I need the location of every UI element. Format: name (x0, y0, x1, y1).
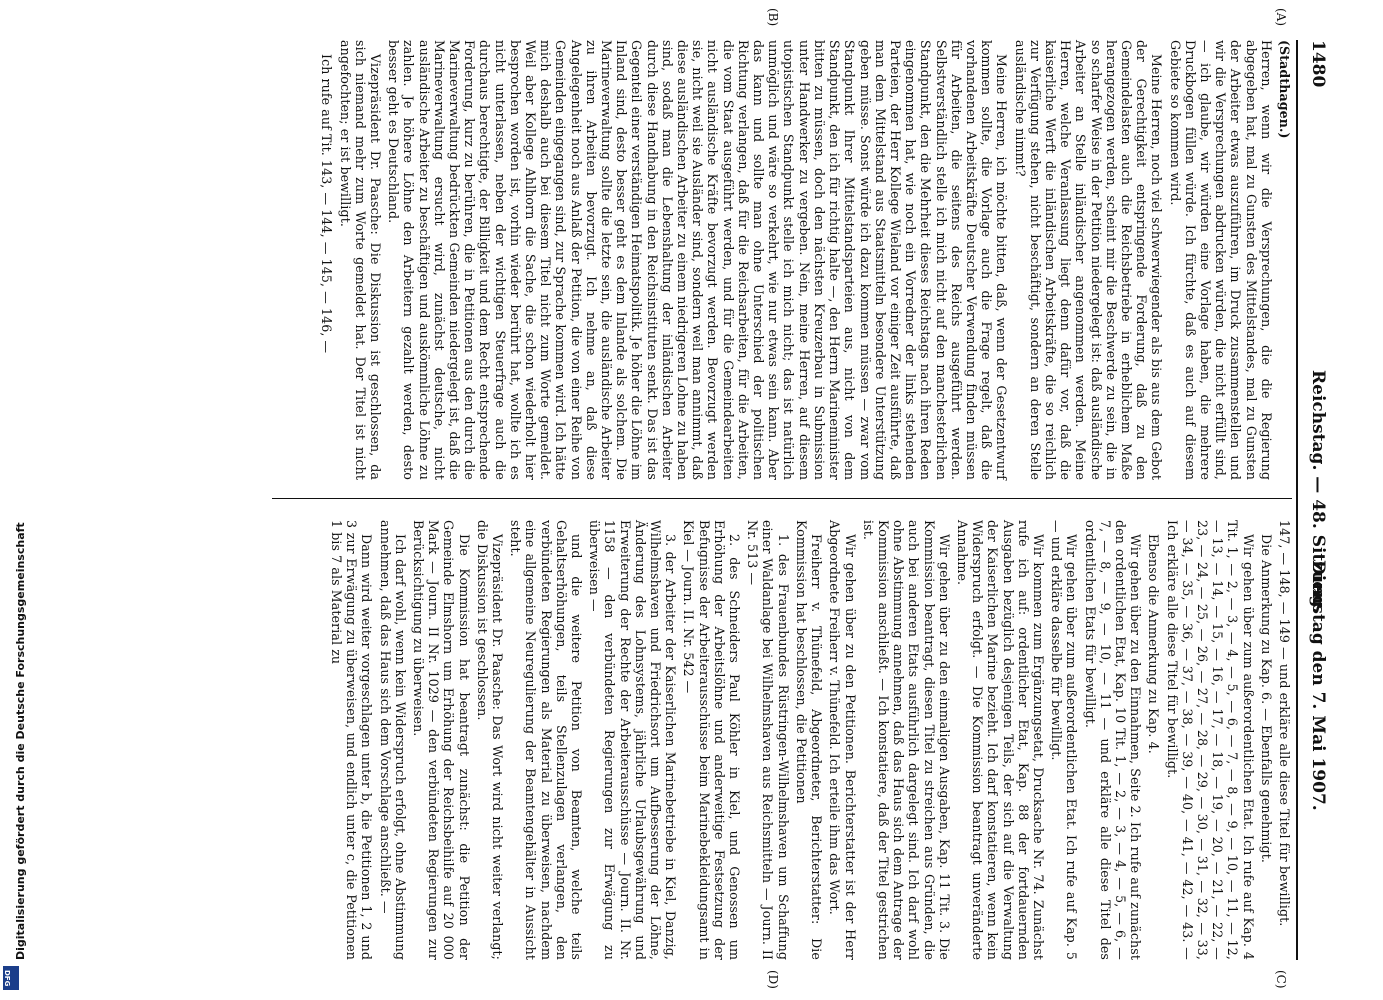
marker-a: (A) (1274, 8, 1288, 27)
paragraph: Dann wird weiter vorgeschlagen unter b, die Petitionen 1, 2 und 3 zur Erwägung zu überweisen, und endlich unter c, die Petitionen 1 bis 7 als Material zu (329, 520, 375, 960)
speaker-name: (Stadthagen.) (1277, 40, 1292, 139)
paragraph: Meine Herren, noch viel schwerwiegender als bis aus dem Gebot der Gerechtigkeit entspringende Forderung, daß zu den Gemeindelasten auch die Reichsbetriebe in erheblichem Maße herangezogen werden, scheint mir die Beschwerde zu sein, die in so scharfer Weise in der Petition niedergelegt ist: daß ausländische Arbeiter an Stelle inländischer angenommen werden. Meine Herren, welche Veranlassung liegt denn dafür vor, daß die kaiserliche Werft die inländischen Arbeitskräfte, die so reichlich zur Verfügung stehen, nicht beschäftigt, sondern an deren Stelle ausländische nimmt? (1012, 40, 1165, 480)
paragraph: und die weitere Petition von Beamten, welche teils Gehaltserhöhungen, teils Stellenzulagen verlangen, den verbündeten Regierungen als Material zu überweisen, nachdem eine allgemeine Neuregulierung der Beamtengehälter in Aussicht steht. (508, 520, 585, 960)
paragraph: Wir gehen über zum außerordentlichen Etat. Ich rufe auf Kap. 5 — und erkläre dasselbe für bewilligt. (1049, 520, 1080, 960)
paragraph: Wir gehen über zu den Einnahmen, Seite 2. Ich rufe auf zunächst den ordentlichen Etat, Kap. 10 Tit. 1, — 2, — 3, — 4, — 5, — 6, — 7, — 8, — 9, — 10, — 11 — und erkläre alle diese Titel des ordentlichen Etats für bewilligt. (1082, 520, 1144, 960)
paragraph: Wir gehen über zum außerordentlichen Etat. Ich rufe auf Kap. 4 Tit. 1, — 2, — 3, — 4, — 5, — 6, — 7, — 8, — 9, — 10, — 11, — 12, — 13, — 14, — 15, — 16, — 17, — 18, — 19, — 20, — 21, — 22, — 23, — 24, — 25, — 26, — 27, — 28, — 29, — 30, — 31, — 32, — 33, — 34, — 35, — 36, — 37, — 38, — 39, — 40, — 41, — 42, — 43. — Ich erkläre alle diese Titel für bewilligt. (1164, 520, 1256, 960)
dfg-logo: DFG (3, 966, 19, 990)
paragraph: Wir kommen zum Ergänzungsetat, Drucksache Nr. 74. Zunächst rufe ich auf: ordentlicher Etat, Kap. 88 der fortdauernden Ausgaben bezüglich desjenigen Teils, der sich auf die Verwaltung der Kaiserlichen Marine bezieht. Ich darf konstatieren, wenn kein Widerspruch erfolgt. — Die Kommission beantragt unveränderte Annahme. (954, 520, 1046, 960)
marker-b: (B) (766, 8, 780, 27)
marker-d: (D) (766, 970, 780, 989)
paragraph: 147, — 148, — 149 — und erkläre alle diese Titel für bewilligt. (1277, 520, 1292, 927)
paragraph: Wir gehen über zu den Petitionen. Berichterstatter ist der Herr Abgeordnete Freiherr v. Thünefeld. Ich erteile ihm das Wort. (827, 520, 858, 960)
paragraph: Wir gehen über zu den einmaligen Ausgaben, Kap. 11 Tit. 3. Die Kommission beantragt, diesen Titel zu streichen aus Gründen, die auch bei anderen Etats ausführlich dargelegt sind. Ich darf wohl ohne Abstimmung annehmen, daß das Haus sich dem Antrage der Kommission anschließt. — Ich konstatiere, daß der Titel gestrichen ist. (860, 520, 952, 960)
paragraph: Ebenso die Anmerkung zu Kap. 4. (1146, 534, 1162, 754)
paragraph: Ich rufe auf Tit. 143, — 144, — 145, — 146, — (319, 54, 335, 354)
footer-strip (0, 0, 27, 1000)
footer-credit: Digitalisierung gefördert durch die Deutsche Forschungsgemeinschaft (14, 522, 27, 960)
paragraph: Die Kommission hat beantragt zunächst: die Petition der Gemeinde Elmshorn um Erhöhung der Reichsbeihilfe auf 20 000 Mark — Journ. II Nr. 1029 — den verbündeten Regierungen zur Berücksichtigung zu überweisen. (411, 520, 472, 960)
left-column (316, 40, 1292, 480)
page-date: Dienstag den 7. Mai 1907. (1308, 560, 1328, 811)
paragraph: Die Anmerkung zu Kap. 6. — Ebenfalls genehmigt. (1258, 534, 1274, 863)
page-number: 1480 (1308, 40, 1328, 88)
paragraph: Ich darf wohl, wenn kein Widerspruch erfolgt, ohne Abstimmung annehmen, daß das Haus sich dem Vorschlage anschließt. — (377, 520, 408, 960)
page-title: Reichstag. — 48. Sitzung. (1308, 370, 1328, 614)
paragraph: Meine Herren, ich möchte bitten, daß, wenn der Gesetzentwurf kommen sollte, die Vorlage auch die Frage regelt, daß die vorhandenen Arbeitskräfte Deutscher Verwendung finden müssen für Arbeiten, die seitens des Reichs ausgeführt werden. Selbstverständlich stelle ich mich nicht auf den manchesterlichen Standpunkt, den die Mehrheit dieses Reichstags nach ihren Reden eingenommen hat, wie noch ein Vorredner der links stehenden Parteien, der Herr Kollege Wieland vor einiger Zeit ausführte, daß man dem Mittelstand aus Staatsmitteln besondere Unterstützung geben müsse. Sonst würde ich dazu kommen müssen — zwar vom Standpunkt Ihrer Mittelstandsparteien aus, nicht von dem Standpunkt, den ich für richtig halte —, den Herrn Marineminister bitten zu müssen, doch den nächsten Kreuzerbau in Submission unter Handwerker zu vergeben. Nein, meine Herren, auf diesem utopistischen Standpunkt stelle ich mich nicht; das ist natürlich unmöglich und wäre so verkehrt, wie nur etwas sein kann. Aber das kann und sollte man ohne Unterschied der politischen Richtung verlangen, daß für die Reichsarbeiten, für die Arbeiten, die vom Staat ausgeführt werden, und für die Gemeindearbeiten nicht ausländische Kräfte bevorzugt werden. Bevorzugt werden sie, nicht weil sie Ausländer sind, sondern weil man annimmt, daß diese ausländischen Arbeiter zu einem niedrigeren Lohne zu haben sind, sodaß man die Lebenshaltung der inländischen Arbeiter durch diese Handhabung in den Reichsinstituten senkt. Das ist das Gegenteil einer verständigen Heimatspolitik. Je höher die Löhne im Inland sind, desto besser geht es dem Inlande als solchem. Die Marineverwaltung sollte die letzte sein, die ausländische Arbeiter zu ihren Arbeiten bevorzugt. Ich nehme an, daß diese Angelegenheit noch aus Anlaß der Petition, die von einer Reihe von Gemeinden eingegangen sind, zur Sprache kommen wird. Ich hätte mich deshalb auch bei diesem Titel nicht zum Worte gemeldet. Weil aber Kollege Ahlhorn die Sache, die schon wiederholt hier besprochen worden ist, vorhin wieder berührt hat, wollte ich es nicht unterlassen, neben der wichtigen Steuerfrage auch die durchaus berechtigte, der Billigkeit und dem Recht entsprechende Forderung, kurz zu berühren, die in Petitionen aus den durch die Marineverwaltung bedrückten Gemeinden niedergelegt ist, daß die Marineverwaltung ersucht wird, zunächst deutsche, nicht ausländische Arbeiter zu beschäftigen und auskömmliche Löhne zu zahlen. Je höhere Löhne den Arbeitern gezahlt werden, desto besser geht es Deutschland. (386, 40, 1010, 480)
paragraph: Vizepräsident Dr. Paasche: Das Wort wird nicht weiter verlangt; die Diskussion ist geschlossen. (474, 520, 506, 960)
list-item: 3. der Arbeiter der Kaiserlichen Marinebetriebe in Kiel, Danzig, Wilhelmshaven und Friedrichsort um Aufbesserung der Löhne, Änderung des Lohnsystems, jährliche Urlaubsgewährung und Erweiterung der Rechte der Arbeiterausschüsse — Journ. II. Nr. 1158 — den verbündeten Regierungen zur Erwägung zu überweisen — (587, 520, 679, 960)
marker-c: (C) (1274, 970, 1288, 989)
paragraph: Vizepräsident Dr. Paasche: Die Diskussion ist geschlossen, da sich niemand mehr zum Worte gemeldet hat. Der Titel ist nicht angefochten; er ist bewilligt. (337, 40, 384, 480)
list-item: 2. des Schneiders Paul Köhler in Kiel, und Genossen um Erhöhung der Arbeitslöhne und anderweitige Festsetzung der Befugnisse der Arbeiterausschüsse beim Marinebekleidungsamt in Kiel — Journ. II. Nr. 542 — (681, 520, 743, 960)
paragraph: Freiherr v. Thünefeld, Abgeordneter, Berichterstatter: Die Kommission hat beschlossen, die Petitionen (793, 520, 825, 960)
list-item: 1. des Frauenbundes Rüstringen-Wilhelmshaven um Schaffung einer Waldanlage bei Wilhelmshaven aus Reichsmitteln — Journ. II Nr. 513 — (745, 520, 791, 960)
header-rule (1296, 40, 1298, 960)
page-header (1302, 40, 1328, 960)
right-column (326, 520, 1292, 960)
column-divider (272, 498, 1292, 499)
paragraph: Herren, wenn wir die Versprechungen, die die Regierung abgegeben hat, mal zu Gunsten des Mittelstandes, mal zu Gunsten der Arbeiter etwas auszuführen, im Druck zusammenstellen und wir die Versprechungen abdrucken würden, die nicht erfüllt sind, — ich glaube, wir würden eine Vorlage haben, die mehrere Druckbogen füllen würde. Ich fürchte, daß es auch auf diesem Gebiete so kommen wird. (1167, 40, 1274, 480)
